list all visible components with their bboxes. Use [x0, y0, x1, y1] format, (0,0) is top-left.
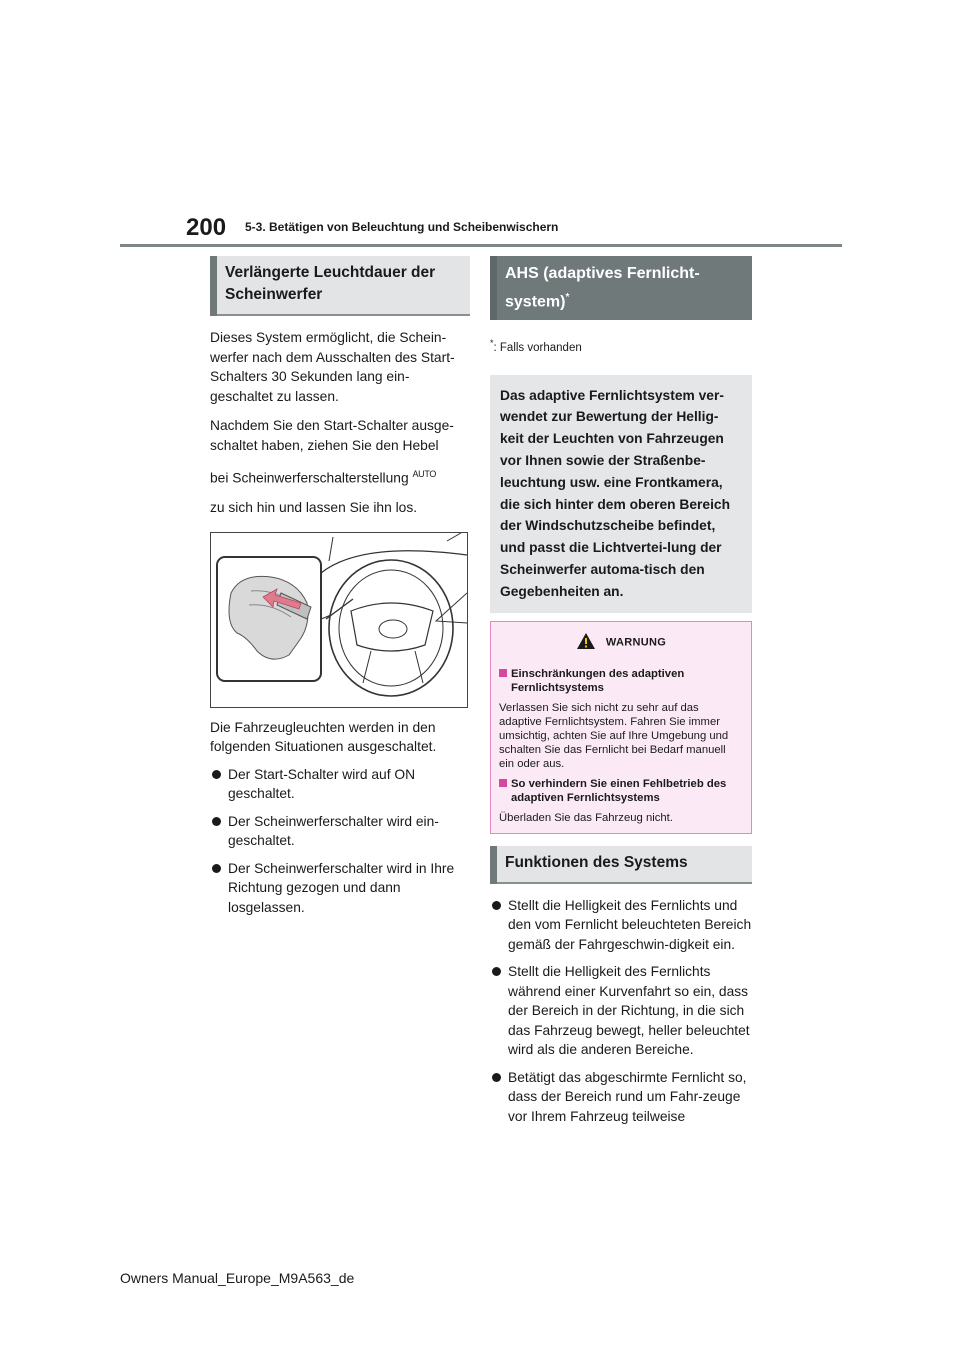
square-bullet-icon: [499, 669, 507, 677]
warning-label: WARNUNG: [605, 636, 667, 649]
list-item: [490, 962, 752, 1060]
instruction-paragraph-release: zu sich hin und lassen Sie ihn los.: [210, 500, 418, 516]
lever-illustration: [210, 532, 468, 708]
list-item: [210, 812, 470, 851]
section-heading-text: Funktionen des Systems: [505, 853, 688, 871]
list-item-text: Betätigt das abgeschirmte Fernlicht so, dass der Bereich rund um Fahr-zeuge vor Ihrem Fahrzeug teilweise: [508, 1069, 747, 1124]
warning-item: [491, 667, 751, 771]
info-box: Das adaptive Fernlichtsystem ver-wendet zur Bewertung der Hellig-keit der Leuchten von Fahrzeugen vor Ihnen sowie der Straßenbe-leuchtung usw. eine Frontkamera, die sich hinter dem oberen Bereich der Windschutzscheibe befindet, und passt die Lichtvertei-lung der Scheinwerfer automa-tisch den Gegebenheiten an.: [490, 375, 752, 613]
footnote-marker: *: [565, 292, 570, 303]
section-heading-extended-lighting: [210, 256, 470, 316]
square-bullet-icon: [499, 779, 507, 787]
warning-item-text: Verlassen Sie sich nicht zu sehr auf das adaptive Fernlichtsystem. Fahren Sie immer umsichtig, achten Sie auf Ihre Umgebung und schalten Sie das Fernlicht bei Bedarf manuell ein oder aus.: [499, 701, 729, 770]
instruction-paragraph-switch: [210, 465, 470, 488]
running-head: 5-3. Betätigen von Beleuchtung und Scheibenwischern: [245, 220, 559, 234]
instruction-paragraph: Nachdem Sie den Start-Schalter ausge-schaltet haben, ziehen Sie den Hebel: [210, 418, 454, 453]
list-item: [490, 1068, 752, 1127]
warning-title-text: Einschränkungen des adaptiven Fernlichtsystems: [511, 667, 685, 694]
warning-box: [490, 621, 752, 834]
bullet-dot-icon: [212, 770, 221, 779]
warning-triangle-icon: [576, 632, 596, 653]
header-rule: [120, 244, 842, 247]
section-heading-text: AHS (adaptives Fernlicht-system): [505, 265, 700, 311]
left-column: [210, 256, 470, 925]
list-item-text: Der Start-Schalter wird auf ON geschaltet.: [228, 766, 416, 802]
intro-paragraph: Dieses System ermöglicht, die Schein-werfer nach dem Ausschalten des Start-Schalters 30 Sekunden lang ein-geschaltet zu lassen.: [210, 330, 455, 404]
list-item-text: Stellt die Helligkeit des Fernlichts während einer Kurvenfahrt so ein, dass der Bereich in der Richtung, in die sich das Fahrzeug bewegt, heller beleuchtet wird als die anderen Bereiche.: [508, 964, 750, 1058]
footnote-marker: *: [490, 338, 494, 349]
list-item: [490, 896, 752, 955]
footnote: [490, 334, 752, 358]
warning-item-text: Überladen Sie das Fahrzeug nicht.: [499, 811, 673, 824]
warning-title-text: So verhindern Sie einen Fehlbetrieb des adaptiven Fernlichtsystems: [511, 777, 727, 804]
bullet-dot-icon: [212, 864, 221, 873]
right-bullet-list: [490, 896, 752, 1127]
page-number: 200: [186, 214, 227, 241]
section-heading-text: Verlängerte Leuchtdauer der Scheinwerfer: [225, 264, 436, 303]
footer-label: Owners Manual_Europe_M9A563_de: [120, 1270, 355, 1286]
steering-wheel-lever-drawing: [211, 533, 467, 707]
section-heading-functions: [490, 846, 752, 884]
bullet-dot-icon: [492, 967, 501, 976]
instruction-text: bei Scheinwerferschalterstellung: [210, 470, 409, 486]
section-heading-ahs: [490, 256, 752, 320]
auto-symbol: AUTO: [412, 469, 437, 479]
warning-item-title: [499, 667, 743, 695]
list-item: [210, 859, 470, 918]
bullet-dot-icon: [212, 817, 221, 826]
footnote-text: : Falls vorhanden: [493, 342, 582, 355]
right-column: [490, 256, 752, 1134]
list-item: [210, 765, 470, 804]
list-item-text: Stellt die Helligkeit des Fernlichts und den vom Fernlicht beleuchteten Bereich gemäß der Fahrgeschwin-digkeit ein.: [508, 897, 752, 952]
list-item-text: Der Scheinwerferschalter wird ein-geschaltet.: [228, 813, 439, 849]
situations-paragraph: Die Fahrzeugleuchten werden in den folgenden Situationen ausgeschaltet.: [210, 719, 437, 755]
bullet-dot-icon: [492, 901, 501, 910]
bullet-dot-icon: [492, 1073, 501, 1082]
list-item-text: Der Scheinwerferschalter wird in Ihre Richtung gezogen und dann losgelassen.: [228, 860, 455, 915]
warning-item: [491, 777, 751, 825]
left-bullet-list: [210, 765, 470, 918]
warning-item-title: [499, 777, 743, 805]
warning-header: [491, 622, 751, 661]
